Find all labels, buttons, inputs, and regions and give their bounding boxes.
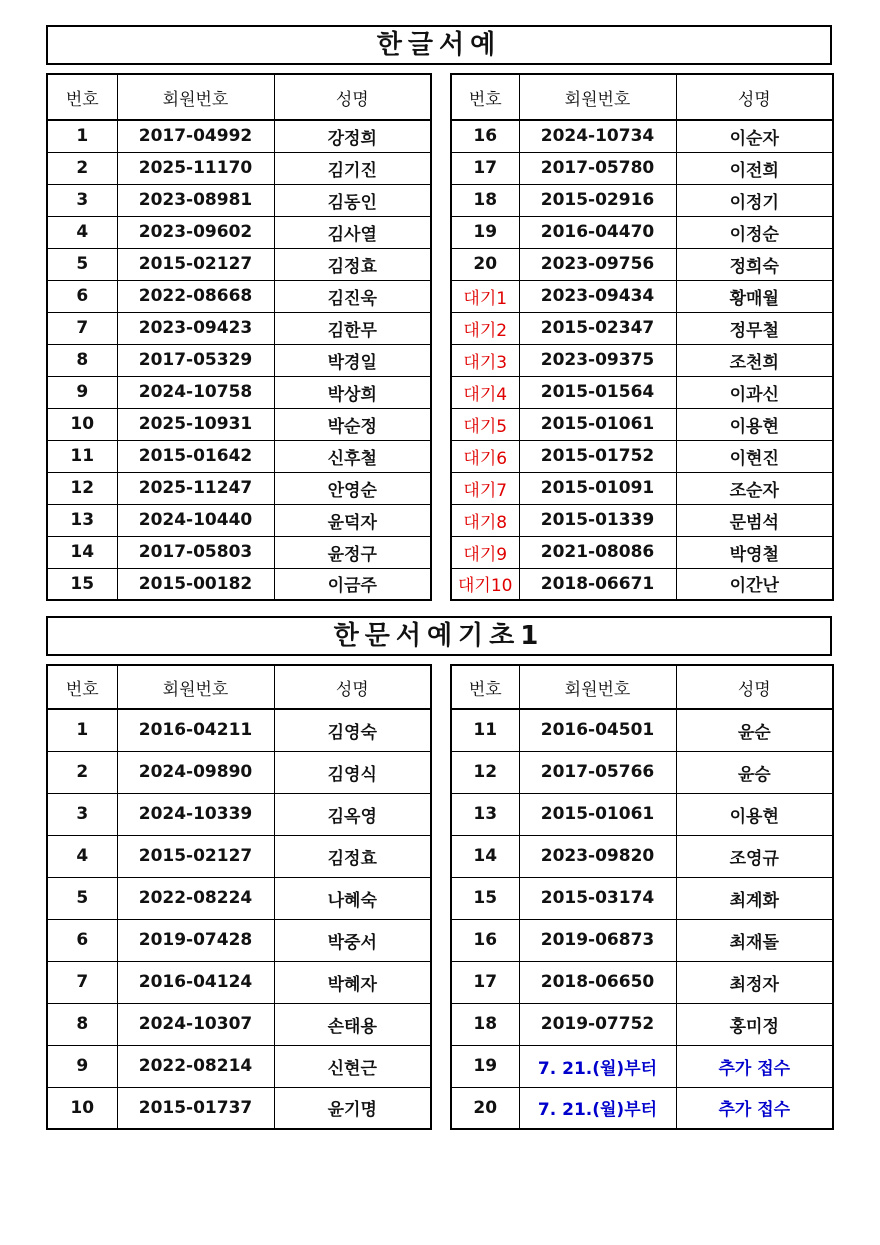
table-row — [451, 184, 833, 216]
table-row — [47, 152, 431, 184]
row-number: 17 — [451, 152, 519, 184]
member-id: 7. 21.(월)부터 — [519, 1087, 676, 1129]
member-name: 김정효 — [274, 835, 431, 877]
member-name: 이간난 — [676, 568, 833, 600]
row-number: 17 — [451, 961, 519, 1003]
member-name: 조천희 — [676, 344, 833, 376]
row-number: 1 — [47, 120, 117, 152]
member-name: 김옥영 — [274, 793, 431, 835]
table-row — [47, 376, 431, 408]
table-row — [47, 344, 431, 376]
row-number: 10 — [47, 408, 117, 440]
member-id: 2017-04992 — [117, 120, 274, 152]
header-name: 성명 — [676, 74, 833, 120]
row-number: 12 — [47, 472, 117, 504]
table-row — [451, 1003, 833, 1045]
member-name: 최계화 — [676, 877, 833, 919]
member-name: 박순정 — [274, 408, 431, 440]
member-id: 2017-05329 — [117, 344, 274, 376]
row-number: 14 — [451, 835, 519, 877]
member-name: 박영철 — [676, 536, 833, 568]
row-number: 13 — [451, 793, 519, 835]
table-row — [47, 877, 431, 919]
table-row — [47, 440, 431, 472]
table-row — [451, 835, 833, 877]
row-number: 19 — [451, 216, 519, 248]
table-row — [47, 216, 431, 248]
row-number: 8 — [47, 344, 117, 376]
header-member-id: 회원번호 — [117, 665, 274, 709]
table-row — [451, 120, 833, 152]
table-row — [451, 408, 833, 440]
row-number: 7 — [47, 312, 117, 344]
table-row — [451, 248, 833, 280]
member-name: 박경일 — [274, 344, 431, 376]
row-number: 대기5 — [451, 408, 519, 440]
member-id: 2024-10758 — [117, 376, 274, 408]
row-number: 14 — [47, 536, 117, 568]
row-number: 1 — [47, 709, 117, 751]
member-id: 2023-09756 — [519, 248, 676, 280]
member-id: 2015-01564 — [519, 376, 676, 408]
table-row — [451, 504, 833, 536]
member-name: 손태용 — [274, 1003, 431, 1045]
header-name: 성명 — [274, 74, 431, 120]
row-number: 6 — [47, 280, 117, 312]
header-number: 번호 — [451, 74, 519, 120]
section1-title: 한글서예 — [46, 25, 832, 65]
member-id: 2015-02347 — [519, 312, 676, 344]
member-id: 2015-01061 — [519, 408, 676, 440]
table-row — [451, 376, 833, 408]
table-row — [47, 504, 431, 536]
member-id: 2024-10734 — [519, 120, 676, 152]
member-name: 이순자 — [676, 120, 833, 152]
member-id: 2017-05766 — [519, 751, 676, 793]
member-id: 2023-08981 — [117, 184, 274, 216]
member-name: 조영규 — [676, 835, 833, 877]
row-number: 11 — [451, 709, 519, 751]
member-name: 윤순 — [676, 709, 833, 751]
member-id: 2015-03174 — [519, 877, 676, 919]
row-number: 대기7 — [451, 472, 519, 504]
row-number: 대기4 — [451, 376, 519, 408]
row-number: 9 — [47, 1045, 117, 1087]
table-row — [47, 961, 431, 1003]
member-name: 이용현 — [676, 793, 833, 835]
member-name: 문범석 — [676, 504, 833, 536]
member-id: 2018-06671 — [519, 568, 676, 600]
header-name: 성명 — [274, 665, 431, 709]
member-name: 윤승 — [676, 751, 833, 793]
section2-title: 한문서예기초1 — [46, 616, 832, 656]
member-id: 2015-01339 — [519, 504, 676, 536]
row-number: 5 — [47, 248, 117, 280]
member-name: 신현근 — [274, 1045, 431, 1087]
member-name: 최재돌 — [676, 919, 833, 961]
member-id: 2015-02127 — [117, 835, 274, 877]
section1-right-table — [450, 73, 834, 601]
table-row — [47, 536, 431, 568]
table-row — [47, 793, 431, 835]
table-row — [47, 472, 431, 504]
member-name: 추가 접수 — [676, 1087, 833, 1129]
table-row — [451, 793, 833, 835]
section1-left-table — [46, 73, 432, 601]
member-id: 2015-02127 — [117, 248, 274, 280]
table-row — [47, 184, 431, 216]
row-number: 18 — [451, 184, 519, 216]
row-number: 18 — [451, 1003, 519, 1045]
row-number: 16 — [451, 120, 519, 152]
table-row — [451, 1087, 833, 1129]
table-row — [451, 877, 833, 919]
table-row — [451, 1045, 833, 1087]
row-number: 대기10 — [451, 568, 519, 600]
row-number: 대기3 — [451, 344, 519, 376]
member-id: 2016-04211 — [117, 709, 274, 751]
member-id: 2023-09820 — [519, 835, 676, 877]
member-id: 2025-11247 — [117, 472, 274, 504]
member-name: 김진욱 — [274, 280, 431, 312]
row-number: 13 — [47, 504, 117, 536]
member-id: 2023-09375 — [519, 344, 676, 376]
member-name: 박혜자 — [274, 961, 431, 1003]
member-name: 이정순 — [676, 216, 833, 248]
table-row — [47, 1045, 431, 1087]
table-row — [47, 568, 431, 600]
table-row — [47, 312, 431, 344]
row-number: 8 — [47, 1003, 117, 1045]
member-name: 안영순 — [274, 472, 431, 504]
member-id: 2016-04124 — [117, 961, 274, 1003]
row-number: 4 — [47, 835, 117, 877]
table-header-row — [451, 665, 833, 709]
table-row — [47, 280, 431, 312]
row-number: 대기8 — [451, 504, 519, 536]
table-header-row — [47, 665, 431, 709]
member-name: 윤정구 — [274, 536, 431, 568]
table-row — [451, 312, 833, 344]
table-row — [47, 408, 431, 440]
table-row — [47, 835, 431, 877]
member-id: 2023-09434 — [519, 280, 676, 312]
row-number: 대기1 — [451, 280, 519, 312]
member-name: 이전희 — [676, 152, 833, 184]
member-name: 김정효 — [274, 248, 431, 280]
member-id: 2021-08086 — [519, 536, 676, 568]
table-row — [451, 919, 833, 961]
table-row — [47, 1087, 431, 1129]
member-id: 2023-09423 — [117, 312, 274, 344]
member-id: 2015-01642 — [117, 440, 274, 472]
member-id: 2024-09890 — [117, 751, 274, 793]
member-name: 김영식 — [274, 751, 431, 793]
row-number: 2 — [47, 152, 117, 184]
table-row — [451, 216, 833, 248]
table-row — [451, 536, 833, 568]
member-name: 박상희 — [274, 376, 431, 408]
member-id: 2019-07428 — [117, 919, 274, 961]
row-number: 3 — [47, 793, 117, 835]
table-row — [451, 280, 833, 312]
row-number: 대기2 — [451, 312, 519, 344]
member-name: 김동인 — [274, 184, 431, 216]
member-id: 2019-06873 — [519, 919, 676, 961]
member-id: 2024-10339 — [117, 793, 274, 835]
member-id: 2022-08214 — [117, 1045, 274, 1087]
member-id: 2024-10307 — [117, 1003, 274, 1045]
member-id: 2015-01061 — [519, 793, 676, 835]
header-number: 번호 — [451, 665, 519, 709]
row-number: 2 — [47, 751, 117, 793]
member-name: 신후철 — [274, 440, 431, 472]
member-id: 2015-01091 — [519, 472, 676, 504]
table-row — [451, 751, 833, 793]
row-number: 대기6 — [451, 440, 519, 472]
member-id: 2019-07752 — [519, 1003, 676, 1045]
member-name: 홍미정 — [676, 1003, 833, 1045]
member-id: 2023-09602 — [117, 216, 274, 248]
table-header-row — [451, 74, 833, 120]
member-name: 이정기 — [676, 184, 833, 216]
table-row — [47, 709, 431, 751]
table-header-row — [47, 74, 431, 120]
header-name: 성명 — [676, 665, 833, 709]
member-name: 윤덕자 — [274, 504, 431, 536]
row-number: 6 — [47, 919, 117, 961]
member-id: 2025-11170 — [117, 152, 274, 184]
header-member-id: 회원번호 — [519, 665, 676, 709]
row-number: 20 — [451, 1087, 519, 1129]
member-name: 이용현 — [676, 408, 833, 440]
member-id: 2016-04470 — [519, 216, 676, 248]
member-name: 이현진 — [676, 440, 833, 472]
section2-left-table — [46, 664, 432, 1130]
member-id: 2015-01752 — [519, 440, 676, 472]
row-number: 10 — [47, 1087, 117, 1129]
row-number: 15 — [451, 877, 519, 919]
table-row — [47, 120, 431, 152]
row-number: 16 — [451, 919, 519, 961]
member-name: 정희숙 — [676, 248, 833, 280]
member-name: 최정자 — [676, 961, 833, 1003]
row-number: 19 — [451, 1045, 519, 1087]
row-number: 대기9 — [451, 536, 519, 568]
header-member-id: 회원번호 — [117, 74, 274, 120]
member-name: 김한무 — [274, 312, 431, 344]
member-name: 김영숙 — [274, 709, 431, 751]
member-name: 조순자 — [676, 472, 833, 504]
row-number: 12 — [451, 751, 519, 793]
table-row — [451, 961, 833, 1003]
member-name: 김기진 — [274, 152, 431, 184]
table-row — [451, 709, 833, 751]
table-row — [451, 568, 833, 600]
table-row — [451, 440, 833, 472]
member-name: 이과신 — [676, 376, 833, 408]
member-name: 박중서 — [274, 919, 431, 961]
member-id: 2017-05803 — [117, 536, 274, 568]
member-name: 정무철 — [676, 312, 833, 344]
member-id: 2016-04501 — [519, 709, 676, 751]
member-id: 2017-05780 — [519, 152, 676, 184]
table-row — [47, 751, 431, 793]
table-row — [47, 1003, 431, 1045]
member-name: 추가 접수 — [676, 1045, 833, 1087]
member-id: 2018-06650 — [519, 961, 676, 1003]
member-name: 강정희 — [274, 120, 431, 152]
member-id: 7. 21.(월)부터 — [519, 1045, 676, 1087]
row-number: 3 — [47, 184, 117, 216]
header-number: 번호 — [47, 665, 117, 709]
row-number: 4 — [47, 216, 117, 248]
table-row — [47, 919, 431, 961]
member-id: 2022-08224 — [117, 877, 274, 919]
table-row — [451, 344, 833, 376]
row-number: 5 — [47, 877, 117, 919]
member-id: 2015-02916 — [519, 184, 676, 216]
table-row — [451, 152, 833, 184]
member-name: 이금주 — [274, 568, 431, 600]
table-row — [451, 472, 833, 504]
header-member-id: 회원번호 — [519, 74, 676, 120]
row-number: 7 — [47, 961, 117, 1003]
member-id: 2015-01737 — [117, 1087, 274, 1129]
row-number: 15 — [47, 568, 117, 600]
member-id: 2025-10931 — [117, 408, 274, 440]
row-number: 9 — [47, 376, 117, 408]
member-name: 황매월 — [676, 280, 833, 312]
row-number: 11 — [47, 440, 117, 472]
row-number: 20 — [451, 248, 519, 280]
member-name: 김사열 — [274, 216, 431, 248]
member-name: 나혜숙 — [274, 877, 431, 919]
header-number: 번호 — [47, 74, 117, 120]
member-name: 윤기명 — [274, 1087, 431, 1129]
member-id: 2015-00182 — [117, 568, 274, 600]
section2-right-table — [450, 664, 834, 1130]
table-row — [47, 248, 431, 280]
member-id: 2022-08668 — [117, 280, 274, 312]
member-id: 2024-10440 — [117, 504, 274, 536]
